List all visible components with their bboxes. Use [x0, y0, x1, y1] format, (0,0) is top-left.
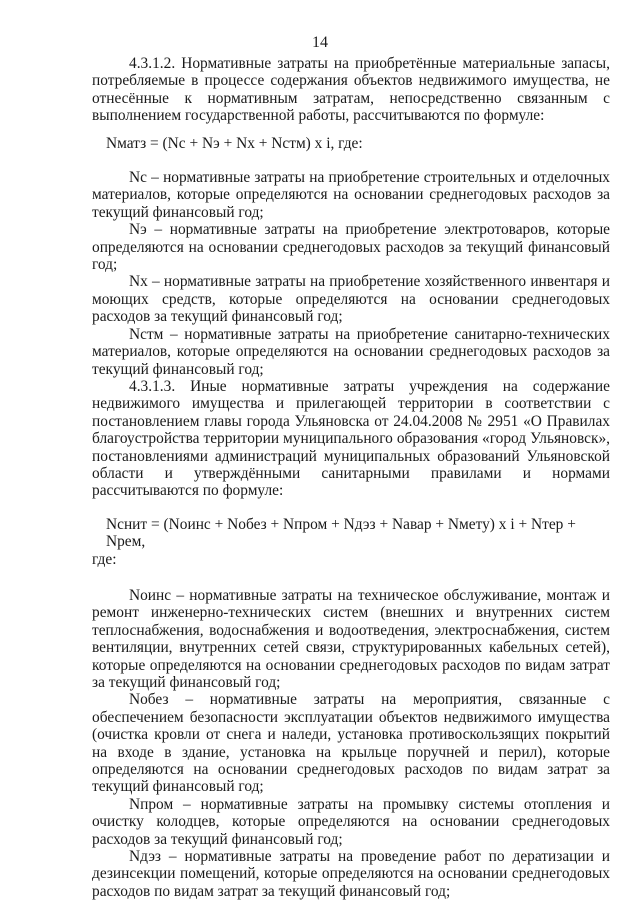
- formula-nsnit-where: где:: [92, 550, 117, 568]
- definition-ndez: Nдэз – нормативные затраты на проведение работ по дератизации и дезинсекции помещений, которые определяются на основании среднегодовых расходов по видам затрат за текущий финансовый год;: [92, 848, 610, 900]
- page-number: 14: [312, 34, 328, 51]
- definition-nc: Nс – нормативные затраты на приобретение строительных и отделочных материалов, которые определяются на основании среднегодовых расходов за текущий финансовый год;: [92, 169, 610, 221]
- definition-nobez: Nобез – нормативные затраты на мероприятия, связанные с обеспечением безопасности эксплуатации объектов недвижимого имущества (очистка кровли от снега и наледи, установка противоскользящих покрытий на входе в здание, установка на крыльце поручней и перил), которые определяются на основании среднегодовых расходов по видам затрат за текущий финансовый год;: [92, 691, 610, 796]
- document-body: [92, 55, 610, 900]
- paragraph-4-3-1-3: 4.3.1.3. Иные нормативные затраты учреждения на содержание недвижимого имущества и прилегающей территории в соответствии с постановлением главы города Ульяновска от 24.04.2008 № 2951 «О Правилах благоустройства территории муниципального образования «город Ульяновск», постановлениями администраций муниципальных образований Ульяновской области и утверждёнными санитарными правилами и нормами рассчитываются по формуле:: [92, 377, 610, 500]
- definition-ne: Nэ – нормативные затраты на приобретение электротоваров, которые определяются на основании среднегодовых расходов за текущий финансовый год;: [92, 221, 610, 274]
- formula-nsnit: Nснит = (Nоинс + Nобез + Nпром + Nдэз + Nавар + Nмету) x i + Nтер + Nрем,: [106, 515, 576, 551]
- paragraph-4-3-1-2: 4.3.1.2. Нормативные затраты на приобретённые материальные запасы, потребляемые в процессе содержания объектов недвижимого имущества, не отнесённые к нормативным затратам, непосредственно связанным с выполнением государственной работы, рассчитываются по формуле:: [92, 55, 610, 125]
- definition-noins: Nоинс – нормативные затраты на техническое обслуживание, монтаж и ремонт инженерно-технических систем (внешних и внутренних систем теплоснабжения, водоснабжения и водоотведения, электроснабжения, систем вентиляции, внутренних сетей связи, структурированных кабельных сетей), которые определяются на основании среднегодовых расходов по видам затрат за текущий финансовый год;: [92, 586, 610, 691]
- formula-nmatz: Nматз = (Nс + Nэ + Nх + Nстм) x i, где:: [106, 134, 363, 152]
- definition-nstm: Nстм – нормативные затраты на приобретение санитарно-технических материалов, которые определяются на основании среднегодовых расходов за текущий финансовый год;: [92, 325, 610, 378]
- definition-nprom: Nпром – нормативные затраты на промывку системы отопления и очистку колодцев, которые определяются на основании среднегодовых расходов за текущий финансовый год;: [92, 795, 610, 848]
- definition-nx: Nх – нормативные затраты на приобретение хозяйственного инвентаря и моющих средств, которые определяются на основании среднегодовых расходов за текущий финансовый год;: [92, 273, 610, 326]
